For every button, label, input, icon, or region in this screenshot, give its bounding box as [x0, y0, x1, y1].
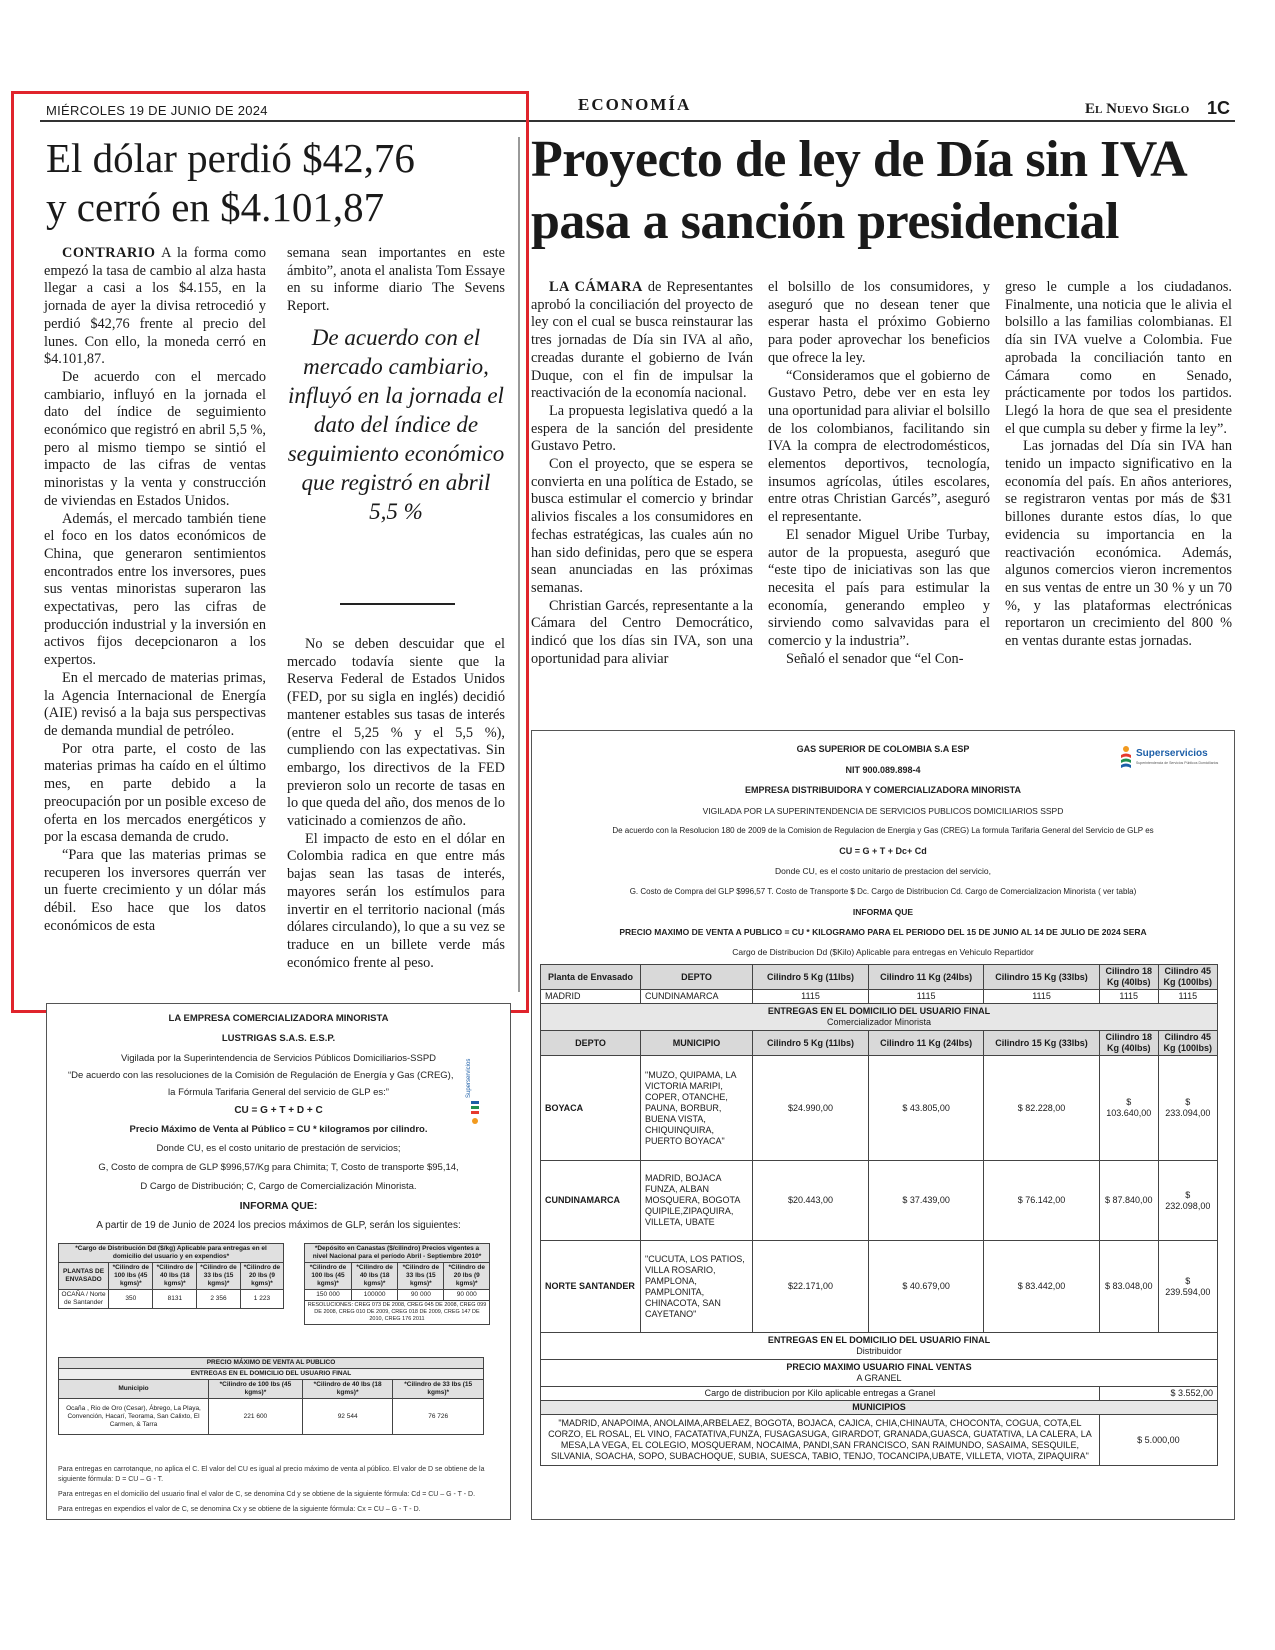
t1-h1: DEPTO: [641, 965, 753, 990]
table-row: [541, 1161, 1218, 1241]
ad2-tc-v1: 221 600: [209, 1399, 303, 1435]
ad2-tb-h3: *Cilindro de 20 lbs (9 kgms)*: [444, 1263, 490, 1290]
ad2-ta-v2: 8131: [153, 1290, 197, 1309]
section-title: ECONOMÍA: [578, 95, 692, 114]
ad2-vigilada: Vigilada por la Superintendencia de Servicios Públicos Domiciliarios-SSPD: [120, 1053, 437, 1064]
article2-p2: La propuesta legislativa quedó a la espera de la sanción del presidente Gustavo Petro.: [531, 402, 753, 455]
ad2-ta-h2: *Cilindro de 40 lbs (18 kgms)*: [153, 1263, 197, 1290]
t2-r2-v1: $ 40.679,00: [869, 1241, 984, 1333]
t1-h4: Cilindro 15 Kg (33lbs): [984, 965, 1100, 990]
ad1-section2-sub: Distribuidor: [856, 1346, 902, 1356]
article1-pullquote: De acuerdo con el mercado cambiario, influyó en la jornada el dato del índice de seguimiento económico que registró en abril 5,5 %: [287, 325, 505, 524]
ad2-tb-v3: 90 000: [444, 1290, 490, 1301]
article2-p5: el bolsillo de los consumidores, y aseguró que no desean tener que esperar hasta el próximo Gobierno para poder aprovechar los beneficios que ofrece la ley.: [768, 279, 990, 366]
ad2-formula: CU = G + T + D + C: [234, 1105, 323, 1116]
ad2-from-date: A partir de 19 de Junio de 2024 los precios máximos de GLP, serán los siguientes:: [96, 1220, 461, 1231]
ad2-tb-v0: 150 000: [305, 1290, 352, 1301]
article1-p1: A la forma como empezó la tasa de cambio al alza hasta llegar a casi a los $4.155, en la jornada de ayer la divisa retrocedió y perdió $42,76 frente al precio del lunes. Con ello, la moneda cerró en $4.101,87.: [44, 245, 266, 368]
article2-p3: Con el proyecto, que se espera se convierta en una política de Estado, se busca estimular el comercio y brindar alivios fiscales a los consumidores en fechas estratégicas, las cuales aún no han sido definidas, pero que se espera sean anunciadas en las próximas semanas.: [531, 456, 753, 596]
t2-h3: Cilindro 11 Kg (24lbs): [869, 1031, 984, 1056]
t2-r2-v0: $22.171,00: [753, 1241, 869, 1333]
t2-r0-v4: $ 233.094,00: [1158, 1056, 1217, 1161]
t2-r0-v1: $ 43.805,00: [869, 1056, 984, 1161]
t2-h5: Cilindro 18 Kg (40lbs): [1099, 1031, 1158, 1056]
t1-depto: CUNDINAMARCA: [641, 990, 753, 1004]
article1-p5: Por otra parte, el costo de las materias primas ha caído en el último mes, en parte debido a la preocupación por un posible exceso de oferta en los mercados energéticos y por la escasa demanda de crudo.: [44, 740, 266, 846]
table-row: [541, 990, 1218, 1004]
article1-kicker: CONTRARIO: [62, 245, 156, 261]
ad2-ta-title: *Cargo de Distribución Dd ($/kg) Aplicable para entregas en el domicilio del usuario y en expendios*: [59, 1244, 284, 1263]
article1-p2: De acuerdo con el mercado cambiario, influyó en la jornada el dato del índice de seguimiento económico que registró en abril 5,5 %, pero al mismo tiempo se sintió el impacto de las cifras de ventas minoristas y la venta y construcción de viviendas en Estados Unidos.: [44, 368, 266, 509]
t2-r0-depto: BOYACA: [541, 1056, 641, 1161]
ad1-price-period: PRECIO MAXIMO DE VENTA A PUBLICO = CU * KILOGRAMO PARA EL PERIODO DEL 15 DE JUNIO AL 14 DE JULIO DE 2024 SERA: [619, 927, 1147, 937]
ad2-note2: Para entregas en el domicilio del usuario final el valor de C, se denomina Cd y se obtiene de la siguiente fórmula: Cd = CU – G - T - D.: [58, 1491, 476, 1498]
t1-v5: 1115: [1158, 990, 1217, 1004]
ad1-vigilada: VIGILADA POR LA SUPERINTENDENCIA DE SERVICIOS PUBLICOS DOMICILIARIOS SSPD: [702, 806, 1064, 816]
ad1-munis-title: MUNICIPIOS: [541, 1401, 1218, 1415]
ad2-ta-h3: *Cilindro de 33 lbs (15 kgms)*: [197, 1263, 241, 1290]
ad2-max-price: Precio Máximo de Venta al Público = CU * kilogramos por cilindro.: [129, 1124, 428, 1135]
ad2-tc-h1: *Cilindro de 100 lbs (45 kgms)*: [209, 1380, 303, 1399]
article2-column-2: [768, 279, 990, 668]
ad2-tb-h0: *Cilindro de 100 lbs (45 kgms)*: [305, 1263, 352, 1290]
ad2-ta-h0: PLANTAS DE ENVASADO: [59, 1263, 109, 1290]
article1-p9: El impacto de esto en el dólar en Colombia radica en que entre más bajas sean las tasas de interés, mayores serán los estímulos para invertir en el territorio nacional (más dólares circulando), lo que a su vez se traduce en un billete verde más económico frente al peso.: [287, 830, 505, 971]
t1-h2: Cilindro 5 Kg (11lbs): [753, 965, 869, 990]
article2-column-1: [531, 279, 753, 668]
ad2-tc-subtitle: ENTREGAS EN EL DOMICILIO DEL USUARIO FINAL: [59, 1369, 484, 1380]
page-date: MIÉRCOLES 19 DE JUNIO DE 2024: [46, 103, 268, 118]
article2-column-3: [1005, 279, 1232, 651]
t1-v1: 1115: [753, 990, 869, 1004]
t2-r1-v1: $ 37.439,00: [869, 1161, 984, 1241]
ad2-note1: Para entregas en carrotanque, no aplica el C. El valor del CU es igual al precio máximo de venta al público. El valor de D se obtiene de la siguiente fórmula: D = CU – G - T.: [58, 1466, 485, 1483]
ad2-costs: G, Costo de compra de GLP $996,57/Kg para Chimita; T, Costo de transporte $95,14,: [98, 1162, 459, 1173]
t2-r1-depto: CUNDINAMARCA: [541, 1161, 641, 1241]
superservicios-name: Superservicios: [1136, 748, 1208, 759]
t2-r2-v3: $ 83.048,00: [1099, 1241, 1158, 1333]
article1-p6: “Para que las materias primas se recuperen los inversores querrán ver un fuerte crecimiento y un dólar más débil. Eso hace que los datos económicos de esta: [44, 846, 266, 934]
t2-h0: DEPTO: [541, 1031, 641, 1056]
article2-p1: de Representantes aprobó la conciliación del proyecto de ley con el cual se busca reinstaurar las tres jornadas de Día sin IVA al año, creadas durante el gobierno de Iván Duque, con el fin de impulsar la reactivación de la economía nacional.: [531, 279, 753, 402]
ad2-table-a: [58, 1243, 284, 1309]
ad2-ta-h4: *Cilindro de 20 lbs (9 kgms)*: [240, 1263, 283, 1290]
ad2-tc-title: PRECIO MÁXIMO DE VENTA AL PUBLICO: [59, 1358, 484, 1369]
t2-r1-mun: MADRID, BOJACA FUNZA, ALBAN MOSQUERA, BOGOTA QUIPILE,ZIPAQUIRA, VILLETA, UBATE: [641, 1161, 753, 1241]
ad2-formula-intro: la Fórmula Tarifaria General del servicio de GLP es:”: [168, 1087, 389, 1098]
ad1-section3: PRECIO MAXIMO USUARIO FINAL VENTAS: [786, 1362, 972, 1372]
ad2-tc-h0: Municipio: [59, 1380, 209, 1399]
ad2-ta-h1: *Cilindro de 100 lbs (45 kgms)*: [109, 1263, 153, 1290]
ad2-company-type: LA EMPRESA COMERCIALIZADORA MINORISTA: [168, 1013, 389, 1024]
ad2-tc-h3: *Cilindro de 33 lbs (15 kgms)*: [393, 1380, 484, 1399]
gas-superior-price-table: [540, 964, 1218, 1466]
ad1-section2: ENTREGAS EN EL DOMICILIO DEL USUARIO FINAL: [767, 1335, 991, 1345]
ad1-type: EMPRESA DISTRIBUIDORA Y COMERCIALIZADORA MINORISTA: [744, 785, 1021, 795]
ad2-ta-v4: 1 223: [240, 1290, 283, 1309]
ad2-notes: [58, 1465, 498, 1515]
t1-h6: Cilindro 45 Kg (100lbs): [1158, 965, 1217, 990]
page-number: 1C: [1207, 98, 1231, 118]
ad2-cu-def: Donde CU, es el costo unitario de prestación de servicios;: [156, 1143, 401, 1154]
t2-r1-v4: $ 232.098,00: [1158, 1161, 1217, 1241]
superservicios-logo: [1118, 745, 1218, 775]
ad2-tb-note: RESOLUCIONES: CREG 073 DE 2008, CREG 045 DE 2008, CREG 099 DE 2008, CREG 010 DE 2009, CREG 018 DE 2009, CREG 147 DE 2010, CREG 176 2011: [305, 1301, 490, 1325]
ad2-ta-v3: 2 356: [197, 1290, 241, 1309]
table-row: [59, 1290, 284, 1309]
ad1-munis-list: "MADRID, ANAPOIMA, ANOLAIMA,ARBELAEZ, BOGOTA, BOJACA, CAJICA, CHIA,CHINAUTA, CHOCONTA, COGUA, COTA,EL CORZO, EL ROSAL, EL VINO, FACATATIVA,FUNZA, FUSAGASUGA, GIRARDOT, GRANADA,GUASCA, GUATATIVA, LA CALERA, LA MESA,LA VEGA, EL COLEGIO, MOSQUERAM, NOCAIMA, PANDI,SAN FRANCISCO, SAN RAIMUNDO, SASAIMA, SESQUILE, SILVANIA, SOACHA, SOPO, SUBACHOQUE, SUBIA, SUESCA, TABIO, TENJO, TOCANCIPA,UBATE, VILLETA, VIOTA, ZIPAQUIRA": [541, 1415, 1100, 1466]
article2-p7: El senador Miguel Uribe Turbay, autor de la propuesta, aseguró que “este tipo de iniciativas son las que necesita el país para estimular la economía, generando empleo y sirviendo como salvavidas para el comercio y la industria”.: [768, 526, 990, 650]
t2-r0-v2: $ 82.228,00: [984, 1056, 1100, 1161]
ad2-tc-v2: 92 544: [302, 1399, 393, 1435]
t2-r0-v3: $ 103.640,00: [1099, 1056, 1158, 1161]
article1-p7: semana sean importantes en este ámbito”, anota el analista Tom Essaye en su informe diario The Sevens Report.: [287, 245, 505, 315]
ad1-informa: INFORMA QUE: [852, 907, 914, 917]
article2-p10: Las jornadas del Día sin IVA han tenido un impacto significativo en la economía del país. En años anteriores, se registraron ventas por más de $31 billones durante estos días, lo que evidencia su importancia en la reactivación económica. Además, algunos comercios vieron incrementos en sus ventas de entre un 30 % y un 70 %, y las plataformas electrónicas reportaron un crecimiento del 800 % en ventas durante estas jornadas.: [1005, 438, 1232, 650]
t2-h1: MUNICIPIO: [641, 1031, 753, 1056]
t2-r1-v2: $ 76.142,00: [984, 1161, 1100, 1241]
t2-h6: Cilindro 45 Kg (100lbs): [1158, 1031, 1217, 1056]
ad2-charges: D Cargo de Distribución; C, Cargo de Comercialización Minorista.: [140, 1181, 417, 1192]
ad2-creg: “De acuerdo con las resoluciones de la Comisión de Regulación de Energía y Gas (CREG),: [68, 1070, 454, 1081]
table-row: [541, 1241, 1218, 1333]
ad2-informa: INFORMA QUE:: [239, 1200, 318, 1212]
ad1-cu-def: Donde CU, es el costo unitario de prestacion del servicio,: [775, 866, 991, 876]
t2-r2-v4: $ 239.594,00: [1158, 1241, 1217, 1333]
ad1-section1: ENTREGAS EN EL DOMICILIO DEL USUARIO FINAL: [767, 1006, 991, 1016]
article2-p9: greso le cumple a los ciudadanos. Finalmente, una noticia que le alivia el bolsillo a las familias colombianas. El día sin IVA vuelve a Colombia. Fue aprobada la conciliación tanto en Cámara como en Senado, prácticamente por todos los partidos. Llegó la hora de que sea el presidente el que cumpla su deber y firme la ley”.: [1005, 279, 1232, 437]
ad1-formula: CU = G + T + Dc+ Cd: [839, 846, 927, 856]
t2-r2-v2: $ 83.442,00: [984, 1241, 1100, 1333]
article2-headline-line2: pasa a sanción presidencial: [531, 193, 1119, 250]
t1-h5: Cilindro 18 Kg (40lbs): [1099, 965, 1158, 990]
superservicios-vertical-logo: [466, 1058, 482, 1128]
article1-p4: En el mercado de materias primas, la Agencia Internacional de Energía (AIE) revisó a la baja sus perspectivas de demanda mundial de petróleo.: [44, 669, 266, 739]
ad2-tc-h2: *Cilindro de 40 lbs (18 kgms)*: [302, 1380, 393, 1399]
ad2-ta-plant: OCAÑA / Norte de Santander: [59, 1290, 109, 1309]
ad2-tc-v3: 76 726: [393, 1399, 484, 1435]
table-row: [59, 1399, 484, 1435]
table-row: [541, 1056, 1218, 1161]
ad2-tb-v2: 90 000: [398, 1290, 444, 1301]
ad1-nit: NIT 900.089.898-4: [845, 765, 921, 775]
article2-kicker: LA CÁMARA: [549, 279, 643, 295]
t2-r0-v0: $24.990,00: [753, 1056, 869, 1161]
ad2-logo-name: Superservicios: [466, 1058, 472, 1098]
ad1-granel-value: $ 3.552,00: [1099, 1387, 1217, 1401]
article1-headline-line1: El dólar perdió $42,76: [46, 135, 415, 181]
ad2-tb-h2: *Cilindro de 33 lbs (15 kgms)*: [398, 1263, 444, 1290]
ad2-tb-title: *Depósito en Canastas ($/cilindro) Precios vigentes a nivel Nacional para el período Abril - Septiembre 2010*: [305, 1244, 490, 1263]
superservicios-sub: Superintendencia de Servicios Públicos Domiciliarios: [1136, 761, 1219, 765]
ad2-ta-v1: 350: [109, 1290, 153, 1309]
t2-r1-v3: $ 87.840,00: [1099, 1161, 1158, 1241]
ad2-tb-v1: 100000: [352, 1290, 398, 1301]
ad1-company: GAS SUPERIOR DE COLOMBIA S.A ESP: [796, 744, 970, 754]
ad1-section3-sub: A GRANEL: [856, 1373, 902, 1383]
article1-p8: No se deben descuidar que el mercado todavía siente que la Reserva Federal de Estados Unidos (FED, por su sigla en inglés) decidió mantener estables sus tasas de interés (entre el 5,25 % y el 5,5 %), cumpliendo con las expectativas. Sin embargo, los directivos de la FED previeron solo un recorte de tasas en lo que queda del año, dos menos de lo vaticinado a comienzos de año.: [287, 636, 505, 830]
ad1-section1-sub: Comercializador Minorista: [826, 1017, 932, 1027]
ad2-company: LUSTRIGAS S.A.S. E.S.P.: [221, 1033, 336, 1044]
newspaper-name: El Nuevo Siglo: [1085, 101, 1190, 117]
t1-h0: Planta de Envasado: [541, 965, 641, 990]
article2-p8: Señaló el senador que “el Con-: [786, 650, 964, 667]
highlight-box: [11, 91, 529, 1013]
ad2-tb-h1: *Cilindro de 40 lbs (18 kgms)*: [352, 1263, 398, 1290]
article2-headline: [531, 129, 1236, 253]
t2-r2-depto: NORTE SANTANDER: [541, 1241, 641, 1333]
t1-plant: MADRID: [541, 990, 641, 1004]
ad1-resolution: De acuerdo con la Resolucion 180 de 2009 de la Comision de Regulacion de Energia y Gas (CREG) La formula Tarifaria General del Servicio de GLP es: [612, 826, 1154, 835]
ad1-granel-label: Cargo de distribucion por Kilo aplicable entregas a Granel: [541, 1387, 1100, 1401]
ad2-note3: Para entregas en expendios el valor de C, se denomina Cx y se obtiene de la siguiente fórmula: Cx = CU – G - T - D.: [58, 1506, 421, 1513]
ad1-dist-charge: Cargo de Distribucion Dd ($Kilo) Aplicable para entregas en Vehiculo Repartidor: [732, 947, 1034, 957]
t1-v2: 1115: [869, 990, 984, 1004]
t1-h3: Cilindro 11 Kg (24lbs): [869, 965, 984, 990]
table-row: [305, 1290, 490, 1301]
t2-r2-mun: "CUCUTA, LOS PATIOS, VILLA ROSARIO, PAMPLONA, PAMPLONITA, CHINACOTA, SAN CAYETANO": [641, 1241, 753, 1333]
superservicios-icon: [1118, 745, 1134, 771]
article2-headline-line1: Proyecto de ley de Día sin IVA: [531, 131, 1188, 188]
ad2-tc-mun: Ocaña , Rio de Oro (Cesar), Ábrego, La Playa, Convención, Hacarí, Teorama, San Calixto, El Carmen, & Tarra: [59, 1399, 209, 1435]
article2-p4: Christian Garcés, representante a la Cámara del Centro Democrático, indicó que los días sin IVA, son una oportunidad para aliviar: [531, 597, 753, 667]
t2-h2: Cilindro 5 Kg (11lbs): [753, 1031, 869, 1056]
ad1-costs: G. Costo de Compra del GLP $996,57 T. Costo de Transporte $ Dc. Cargo de Distribucion Cd. Cargo de Comercializacion Minorista ( ver tabla): [629, 887, 1137, 896]
t2-h4: Cilindro 15 Kg (33lbs): [984, 1031, 1100, 1056]
article2-p6: “Consideramos que el gobierno de Gustavo Petro, debe ver en esta ley una oportunidad para aliviar el bolsillo de los colombianos, facilitando sin IVA la compra de electrodomésticos, elementos deportivos, tecnología, insumos agrícolas, útiles escolares, entre otras Christian Garcés”, aseguró el representante.: [768, 367, 990, 526]
ad2-table-c: [58, 1357, 484, 1435]
t1-v4: 1115: [1099, 990, 1158, 1004]
article1-headline-line2: y cerró en $4.101,87: [46, 184, 385, 230]
ad2-table-b: [304, 1243, 490, 1325]
t2-r1-v0: $20.443,00: [753, 1161, 869, 1241]
t1-v3: 1115: [984, 990, 1100, 1004]
ad1-munis-value: $ 5.000,00: [1099, 1415, 1217, 1466]
t2-r0-mun: "MUZO, QUIPAMA, LA VICTORIA MARIPI, COPER, OTANCHE, PAUNA, BORBUR, BUENA VISTA, CHIQUINQUIRA, PUERTO BOYACA": [641, 1056, 753, 1161]
article1-p3: Además, el mercado también tiene el foco en los datos económicos de China, que generaron sentimientos encontrados entre los inversores, pues sus ventas minoristas superaron las expectativas, pero las cifras de producción industrial y la inversión en activos fijos decepcionaron a los expertos.: [44, 510, 266, 669]
